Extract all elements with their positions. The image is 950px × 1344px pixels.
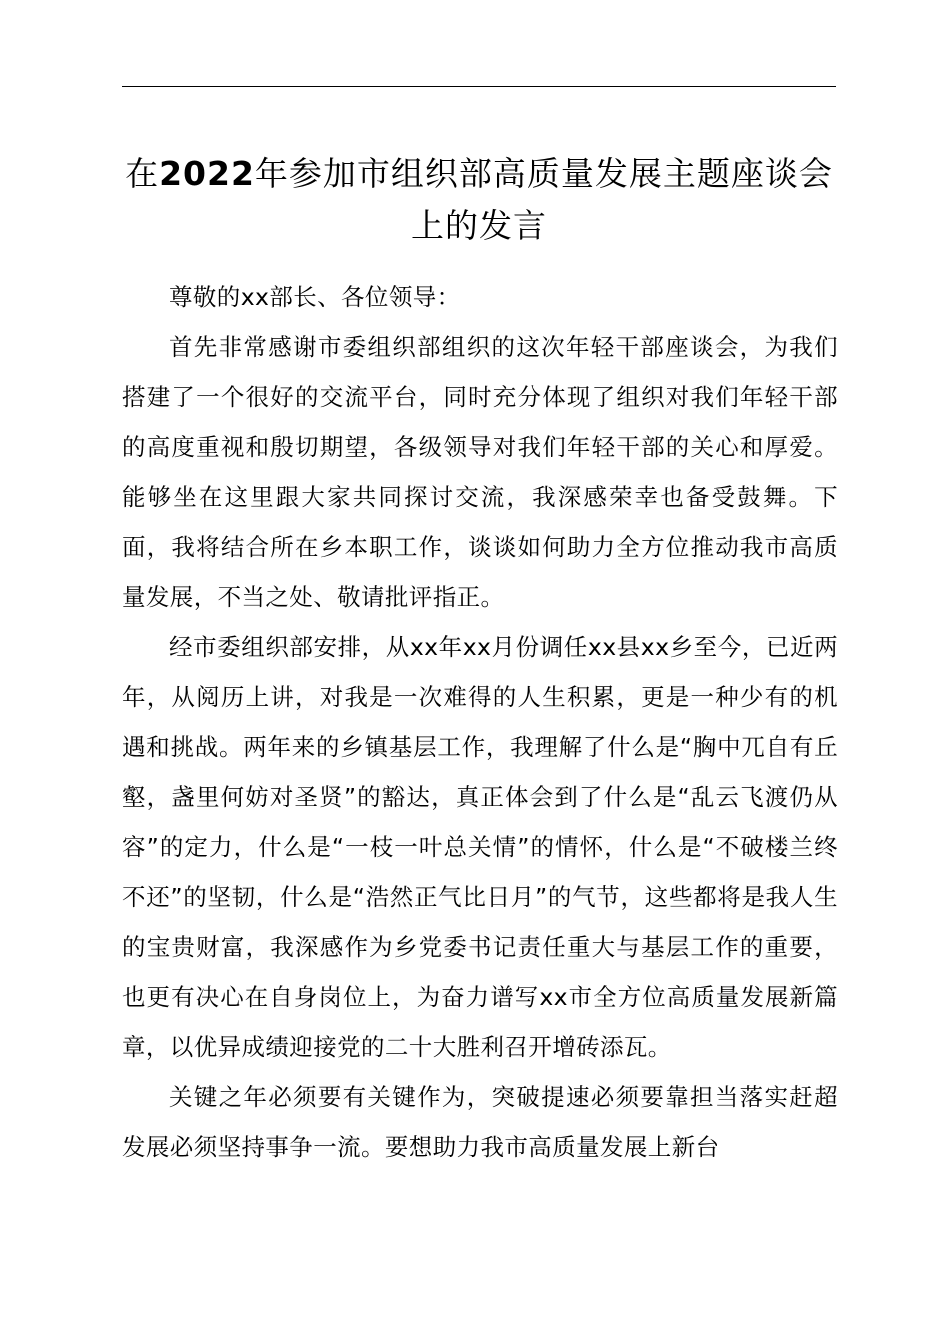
title-year: 2022 — [159, 154, 255, 193]
document-title — [112, 148, 846, 252]
paragraph-1: 首先非常感谢市委组织部组织的这次年轻干部座谈会，为我们搭建了一个很好的交流平台，同时充分体现了组织对我们年轻干部的高度重视和殷切期望，各级领导对我们年轻干部的关心和厚爱。能够坐在这里跟大家共同探讨交流，我深感荣幸也备受鼓舞。下面，我将结合所在乡本职工作，谈谈如何助力全方位推动我市高质量发展，不当之处、敬请批评指正。 — [122, 333, 838, 611]
document-body — [122, 272, 838, 1172]
title-prefix: 在 — [125, 154, 160, 193]
title-rest: 年参加市组织部高质量发展主题座谈会上的发言 — [254, 154, 833, 245]
paragraph-2: 经市委组织部安排，从xx年xx月份调任xx县xx乡至今，已近两年，从阅历上讲，对我是一次难得的人生积累，更是一种少有的机遇和挑战。两年来的乡镇基层工作，我理解了什么是“胸中兀自有丘壑，盏里何妨对圣贤”的豁达，真正体会到了什么是“乱云飞渡仍从容”的定力，什么是“一枝一叶总关情”的情怀，什么是“不破楼兰终不还”的坚韧，什么是“浩然正气比日月”的气节，这些都将是我人生的宝贵财富，我深感作为乡党委书记责任重大与基层工作的重要，也更有决心在自身岗位上，为奋力谱写xx市全方位高质量发展新篇章，以优异成绩迎接党的二十大胜利召开增砖添瓦。 — [122, 633, 838, 1061]
salutation: 尊敬的xx部长、各位领导： — [169, 283, 461, 311]
paragraph-3: 关键之年必须要有关键作为，突破提速必须要靠担当落实赶超发展必须坚持事争一流。要想助力我市高质量发展上新台 — [122, 1083, 838, 1161]
header-rule — [122, 86, 836, 87]
